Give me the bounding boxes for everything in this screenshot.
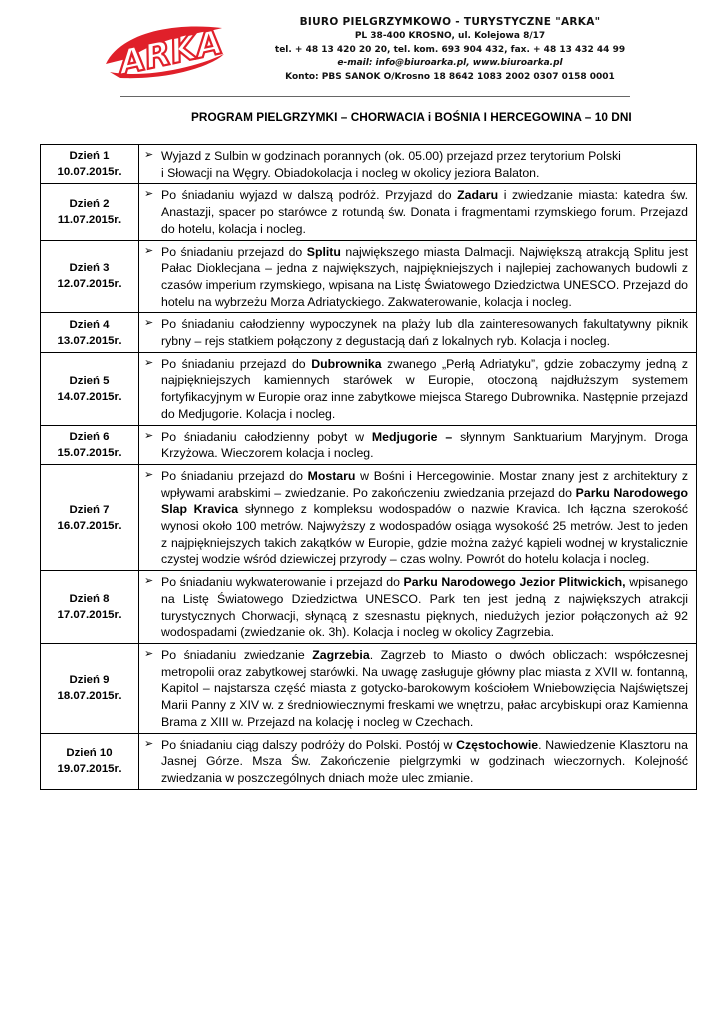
description-text: Po śniadaniu ciąg dalszy podróży do Polski. Postój w — [161, 737, 457, 752]
description-text: słynnym Sanktuarium Maryjnym. Droga Krzyżowa. Wieczorem kolacja i nocleg. — [161, 429, 688, 461]
itinerary-row — [41, 425, 697, 464]
place-name: Dubrownika — [311, 356, 382, 371]
bullet-arrow-icon: ➢ — [144, 356, 154, 369]
description-text: Po śniadaniu całodzienny pobyt w — [161, 429, 372, 444]
place-name: Zadaru — [457, 188, 499, 203]
office-address: PL 38-400 KROSNO, ul. Kolejowa 8/17 — [354, 30, 546, 41]
day-description — [139, 643, 697, 733]
day-label: Dzień 1 — [69, 150, 110, 163]
day-description — [139, 184, 697, 240]
day-cell — [41, 464, 139, 570]
day-label: Dzień 2 — [69, 197, 110, 210]
day-date: 12.07.2015r. — [57, 278, 122, 291]
day-description — [139, 571, 697, 644]
letterhead — [100, 14, 660, 94]
place-name: Mostaru — [307, 468, 356, 483]
place-name: Parku Narodowego Slap Kravica — [161, 485, 688, 517]
description-text: Po śniadaniu zwiedzanie — [161, 647, 313, 662]
day-label: Dzień 9 — [69, 674, 110, 687]
day-description — [139, 240, 697, 313]
day-description — [139, 313, 697, 352]
description-text: Po śniadaniu wykwaterowanie i przejazd do — [161, 575, 404, 590]
day-description — [139, 425, 697, 464]
day-label: Dzień 4 — [69, 318, 110, 331]
bullet-arrow-icon: ➢ — [144, 468, 154, 481]
day-description — [139, 145, 697, 184]
day-label: Dzień 10 — [66, 747, 113, 760]
itinerary-row — [41, 571, 697, 644]
day-cell — [41, 145, 139, 184]
description-text: Po śniadaniu przejazd do — [161, 244, 307, 259]
itinerary-row — [41, 733, 697, 789]
description-text: największego miasta Dalmacji. Największą atrakcją Splitu jest Pałac Dioklecjana – jedna z największych, najpiękniejszych i najlepiej zachowanych budowli z czasów imperium rzymskiego, wpisana na Listę Światowego Dziedzictwa UNESCO. Przejazd do hotelu na wybrzeżu Morza Adriatyckiego. Zakwaterowanie, kolacja i nocleg. — [161, 244, 688, 309]
day-label: Dzień 8 — [69, 593, 110, 606]
day-date: 15.07.2015r. — [57, 446, 122, 459]
bullet-arrow-icon: ➢ — [144, 317, 154, 330]
day-cell — [41, 240, 139, 313]
page-title: PROGRAM PIELGRZYMKI – CHORWACIA i BOŚNIA I HERCEGOWINA – 10 DNI — [191, 110, 632, 124]
bullet-arrow-icon: ➢ — [144, 429, 154, 442]
day-label: Dzień 6 — [69, 430, 110, 443]
itinerary-body — [41, 145, 697, 790]
day-date: 14.07.2015r. — [57, 390, 122, 403]
description-text: Po śniadaniu całodzienny wypoczynek na plaży lub dla zainteresowanych fakultatywny piknik rybny – rejs statkiem połączony z degustacją dań z lokalnych ryb. Kolacja i nocleg. — [161, 317, 688, 349]
day-cell — [41, 733, 139, 789]
description-text: słynnego z kompleksu wodospadów o nazwie Kravica. Ich łączna szerokość wynosi około 100 metrów. Najwyższy z wodospadów osiąga wysokość 25 metrów. Jest to jeden z najpiękniejszych takich zakątków w Europie, gdzie można zażyć kąpieli wodnej w krystalicznie czystej wodzie wśród dziewiczej przyrody – czas wolny. Powrót do hotelu kolacja i nocleg. — [161, 502, 689, 567]
office-info — [240, 16, 660, 85]
day-cell — [41, 184, 139, 240]
description-text: wpisanego na Listę Światowego Dziedzictwa UNESCO. Park ten jest jedną z największych atrakcji turystycznych Chorwacji, słynącą z szesnastu pięknych, niedużych jezior połączonych aż 92 wodospadami (zwiedzanie ok. 3h). Kolacja i nocleg w okolicy Zagrzebia. — [161, 575, 688, 640]
day-date: 11.07.2015r. — [57, 213, 122, 226]
day-description — [139, 733, 697, 789]
header-divider — [120, 96, 630, 97]
office-email[interactable]: e-mail: info@biuroarka.pl, www.biuroarka.pl — [337, 58, 563, 69]
description-text: w Bośni i Hercegowinie. Mostar znany jest z architektury z wpływami arabskimi – zwiedzanie. Po zakończeniu zwiedzania przejazd do — [161, 468, 688, 500]
day-date: 17.07.2015r. — [57, 609, 122, 622]
bullet-arrow-icon: ➢ — [144, 244, 154, 257]
day-label: Dzień 7 — [69, 503, 110, 516]
description-text: i zwiedzanie miasta: katedra św. Anastazji, spacer po starówce z rotundą św. Donata i fragmentami rzymskiego forum. Przejazd do hotelu, kolacja i nocleg. — [161, 188, 688, 236]
description-text: zwanego „Perłą Adriatyku”, gdzie zobaczymy jedną z najpiękniejszych kamiennych starówek w Europie, otoczoną najdłuższym systemem fortyfikacyjnym w Europie oraz inne zabytkowe miejsca Starego Dubrownika. Następnie przejazd do Medjugorie. Kolacja i nocleg. — [161, 356, 688, 421]
description-text: Wyjazd z Sulbin w godzinach porannych (ok. 05.00) przejazd przez terytorium Polski — [161, 149, 621, 163]
description-text: . Zagrzeb to Miasto o dwóch obliczach: współczesnej metropolii oraz zabytkowej starówki. Na uwagę zasługuje główny plac miasta z XVII w. fontanną, Kapitol – najstarsza część miasta z gotycko-barokowym kościołem Wniebowzięcia Najświętszej Marii Panny z XIV w. z średniowiecznymi freskami we wnętrzu, pałac arcybiskupi oraz Kamienna Brama z XIII w. Przejazd na kolację i nocleg w Czechach. — [161, 647, 688, 729]
bullet-arrow-icon: ➢ — [144, 575, 154, 588]
bullet-arrow-icon: ➢ — [144, 737, 154, 750]
day-cell — [41, 571, 139, 644]
day-cell — [41, 425, 139, 464]
place-name: Medjugorie – — [371, 429, 453, 444]
place-name: Parku Narodowego Jezior Plitwickich, — [403, 575, 626, 590]
itinerary-row — [41, 145, 697, 184]
place-name: Splitu — [306, 244, 341, 259]
office-account: Konto: PBS SANOK O/Krosno 18 8642 1083 2002 0307 0158 0001 — [285, 72, 615, 83]
day-date: 18.07.2015r. — [57, 690, 122, 703]
description-text: Po śniadaniu przejazd do — [161, 468, 308, 483]
office-phones: tel. + 48 13 420 20 20, tel. kom. 693 904 432, fax. + 48 13 432 44 99 — [274, 44, 626, 55]
description-text: i Słowacji na Węgry. Obiadokolacja i nocleg w okolicy jeziora Balaton. — [161, 165, 540, 180]
bullet-arrow-icon: ➢ — [144, 149, 154, 161]
description-text: . Nawiedzenie Klasztoru na Jasnej Górze. Msza Św. Zakończenie pielgrzymki w godzinach wieczornych. Kolejność zwiedzania w poszczególnych dniach może ulec zmianie. — [161, 737, 688, 785]
day-date: 19.07.2015r. — [57, 763, 122, 776]
day-date: 13.07.2015r. — [57, 334, 122, 347]
bullet-arrow-icon: ➢ — [144, 647, 154, 660]
bullet-arrow-icon: ➢ — [144, 188, 154, 201]
itinerary-row — [41, 464, 697, 570]
day-date: 16.07.2015r. — [57, 519, 122, 532]
day-label: Dzień 3 — [69, 262, 110, 275]
itinerary-row — [41, 184, 697, 240]
day-cell — [41, 643, 139, 733]
description-text: Po śniadaniu przejazd do — [161, 356, 312, 371]
arka-logo — [100, 14, 230, 84]
place-name: Zagrzebia — [312, 647, 370, 662]
office-name: BIURO PIELGRZYMKOWO - TURYSTYCZNE "ARKA" — [299, 16, 601, 28]
itinerary-row — [41, 313, 697, 352]
day-description — [139, 352, 697, 425]
description-text: Po śniadaniu wyjazd w dalszą podróż. Przyjazd do — [161, 188, 458, 203]
day-cell — [41, 313, 139, 352]
day-date: 10.07.2015r. — [57, 166, 122, 179]
itinerary-table — [40, 144, 697, 790]
day-label: Dzień 5 — [69, 374, 110, 387]
place-name: Częstochowie — [456, 737, 539, 752]
day-cell — [41, 352, 139, 425]
itinerary-row — [41, 643, 697, 733]
itinerary-row — [41, 240, 697, 313]
day-description — [139, 464, 697, 570]
logo-text: ARKA — [114, 22, 227, 84]
itinerary-row — [41, 352, 697, 425]
